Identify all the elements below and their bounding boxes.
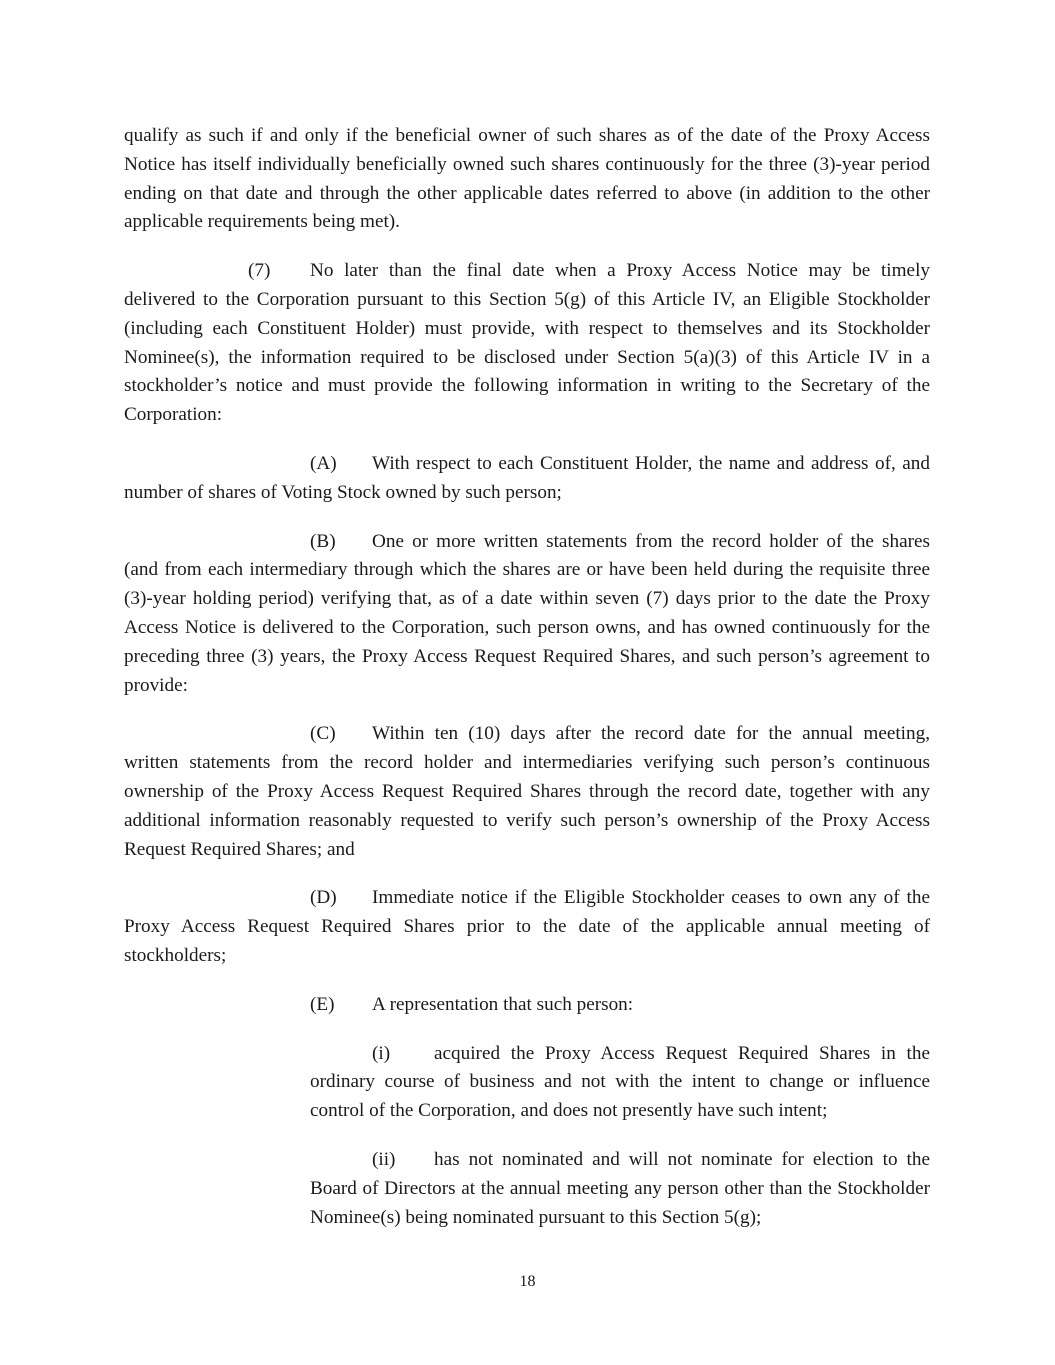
paragraph-A-number: (A) <box>310 452 337 474</box>
paragraph-A <box>124 450 930 508</box>
paragraph-D-number: (D) <box>310 887 337 909</box>
paragraph-i-number: (i) <box>372 1042 391 1064</box>
paragraph-E-text: A representation that such person: <box>372 993 634 1015</box>
document-page <box>124 122 930 1252</box>
paragraph-7-text: No later than the final date when a Proxy Access Notice may be timely delivered to the Corporation pursuant to this Section 5(g) of this Article IV, an Eligible Stockholder (including each Constituent Holder) must provide, with respect to themselves and its Stockholder Nominee(s), the information required to be disclosed under Section 5(a)(3) of this Article IV in a stockholder’s notice and must provide the following information in writing to the Secretary of the Corporation: <box>124 260 930 426</box>
paragraph-7 <box>124 257 930 430</box>
paragraph-C-number: (C) <box>310 723 336 745</box>
page-number: 18 <box>519 1273 536 1290</box>
paragraph-B-number: (B) <box>310 530 336 552</box>
paragraph-i <box>310 1040 930 1126</box>
paragraph-ii-text: has not nominated and will not nominate for election to the Board of Directors at the annual meeting any person other than the Stockholder Nominee(s) being nominated pursuant to this Section 5(g); <box>310 1148 930 1228</box>
paragraph-7-number: (7) <box>248 260 271 282</box>
paragraph-A-text: With respect to each Constituent Holder, the name and address of, and number of shares of Voting Stock owned by such person; <box>124 452 930 503</box>
paragraph-C-text: Within ten (10) days after the record date for the annual meeting, written statements from the record holder and intermediaries verifying such person’s continuous ownership of the Proxy Access Request Required Shares through the record date, together with any additional information reasonably requested to verify such person’s ownership of the Proxy Access Request Required Shares; and <box>124 723 930 860</box>
paragraph-E-number: (E) <box>310 993 335 1015</box>
paragraph-B <box>124 528 930 701</box>
paragraph-E <box>124 991 930 1020</box>
paragraph-D <box>124 884 930 970</box>
paragraph-i-text: acquired the Proxy Access Request Required Shares in the ordinary course of business and not with the intent to change or influence control of the Corporation, and does not presently have such intent; <box>310 1042 930 1122</box>
paragraph-C <box>124 720 930 864</box>
paragraph-B-text: One or more written statements from the record holder of the shares (and from each intermediary through which the shares are or have been held during the requisite three (3)-year holding period) verifying that, as of a date within seven (7) days prior to the date the Proxy Access Notice is delivered to the Corporation, such person owns, and has owned continuously for the preceding three (3) years, the Proxy Access Request Required Shares, and such person’s agreement to provide: <box>124 530 930 696</box>
paragraph-ii <box>310 1146 930 1232</box>
paragraph-continuation: qualify as such if and only if the beneficial owner of such shares as of the date of the Proxy Access Notice has itself individually beneficially owned such shares continuously for the three (3)-year period ending on that date and through the other applicable dates referred to above (in addition to the other applicable requirements being met). <box>124 125 930 233</box>
paragraph-D-text: Immediate notice if the Eligible Stockholder ceases to own any of the Proxy Access Request Required Shares prior to the date of the applicable annual meeting of stockholders; <box>124 887 930 966</box>
paragraph-ii-number: (ii) <box>372 1148 396 1170</box>
